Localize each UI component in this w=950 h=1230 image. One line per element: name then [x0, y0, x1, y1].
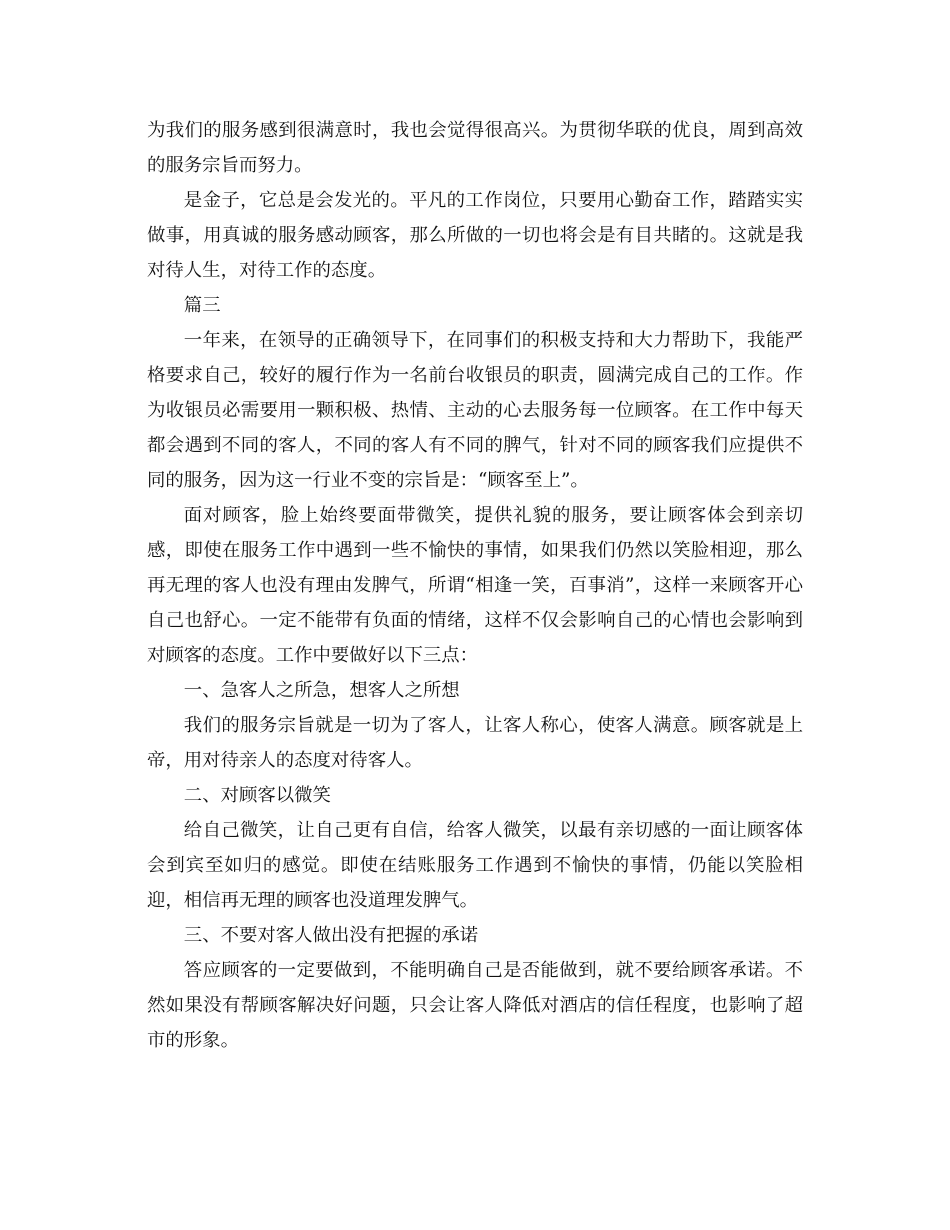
- point-heading-two: 二、对顾客以微笑: [183, 785, 331, 806]
- point-heading-three: 三、不要对客人做出没有把握的承诺: [183, 925, 479, 946]
- paragraph-continuation: 为我们的服务感到很满意时，我也会觉得很高兴。为贯彻华联的优良，周到高效的服务宗旨而努力。: [147, 120, 803, 176]
- paragraph-point-one: 我们的服务宗旨就是一切为了客人，让客人称心，使客人满意。顾客就是上帝，用对待亲人的态度对待客人。: [147, 715, 803, 771]
- paragraph-smile-service: 面对顾客，脸上始终要面带微笑，提供礼貌的服务，要让顾客体会到亲切感，即使在服务工作中遇到一些不愉快的事情，如果我们仍然以笑脸相迎，那么再无理的客人也没有理由发脾气，所谓“相逢一笑，百事消”，这样一来顾客开心自己也舒心。一定不能带有负面的情绪，这样不仅会影响自己的心情也会影响到对顾客的态度。工作中要做好以下三点：: [147, 505, 803, 666]
- paragraph-point-three: 答应顾客的一定要做到，不能明确自己是否能做到，就不要给顾客承诺。不然如果没有帮顾客解决好问题，只会让客人降低对酒店的信任程度，也影响了超市的形象。: [147, 960, 803, 1051]
- paragraph-point-two: 给自己微笑，让自己更有自信，给客人微笑，以最有亲切感的一面让顾客体会到宾至如归的感觉。即使在结账服务工作遇到不愉快的事情，仍能以笑脸相迎，相信再无理的顾客也没道理发脾气。: [147, 820, 803, 911]
- document-page: [147, 113, 803, 1058]
- section-heading-part-three: 篇三: [183, 295, 221, 316]
- paragraph-year-review: 一年来，在领导的正确领导下，在同事们的积极支持和大力帮助下，我能严格要求自己，较好的履行作为一名前台收银员的职责，圆满完成自己的工作。作为收银员必需要用一颗积极、热情、主动的心去服务每一位顾客。在工作中每天都会遇到不同的客人，不同的客人有不同的脾气，针对不同的顾客我们应提供不同的服务，因为这一行业不变的宗旨是：“顾客至上”。: [147, 330, 803, 491]
- point-heading-one: 一、急客人之所急，想客人之所想: [183, 680, 460, 701]
- paragraph-gold: 是金子，它总是会发光的。平凡的工作岗位，只要用心勤奋工作，踏踏实实做事，用真诚的服务感动顾客，那么所做的一切也将会是有目共睹的。这就是我对待人生，对待工作的态度。: [147, 190, 803, 281]
